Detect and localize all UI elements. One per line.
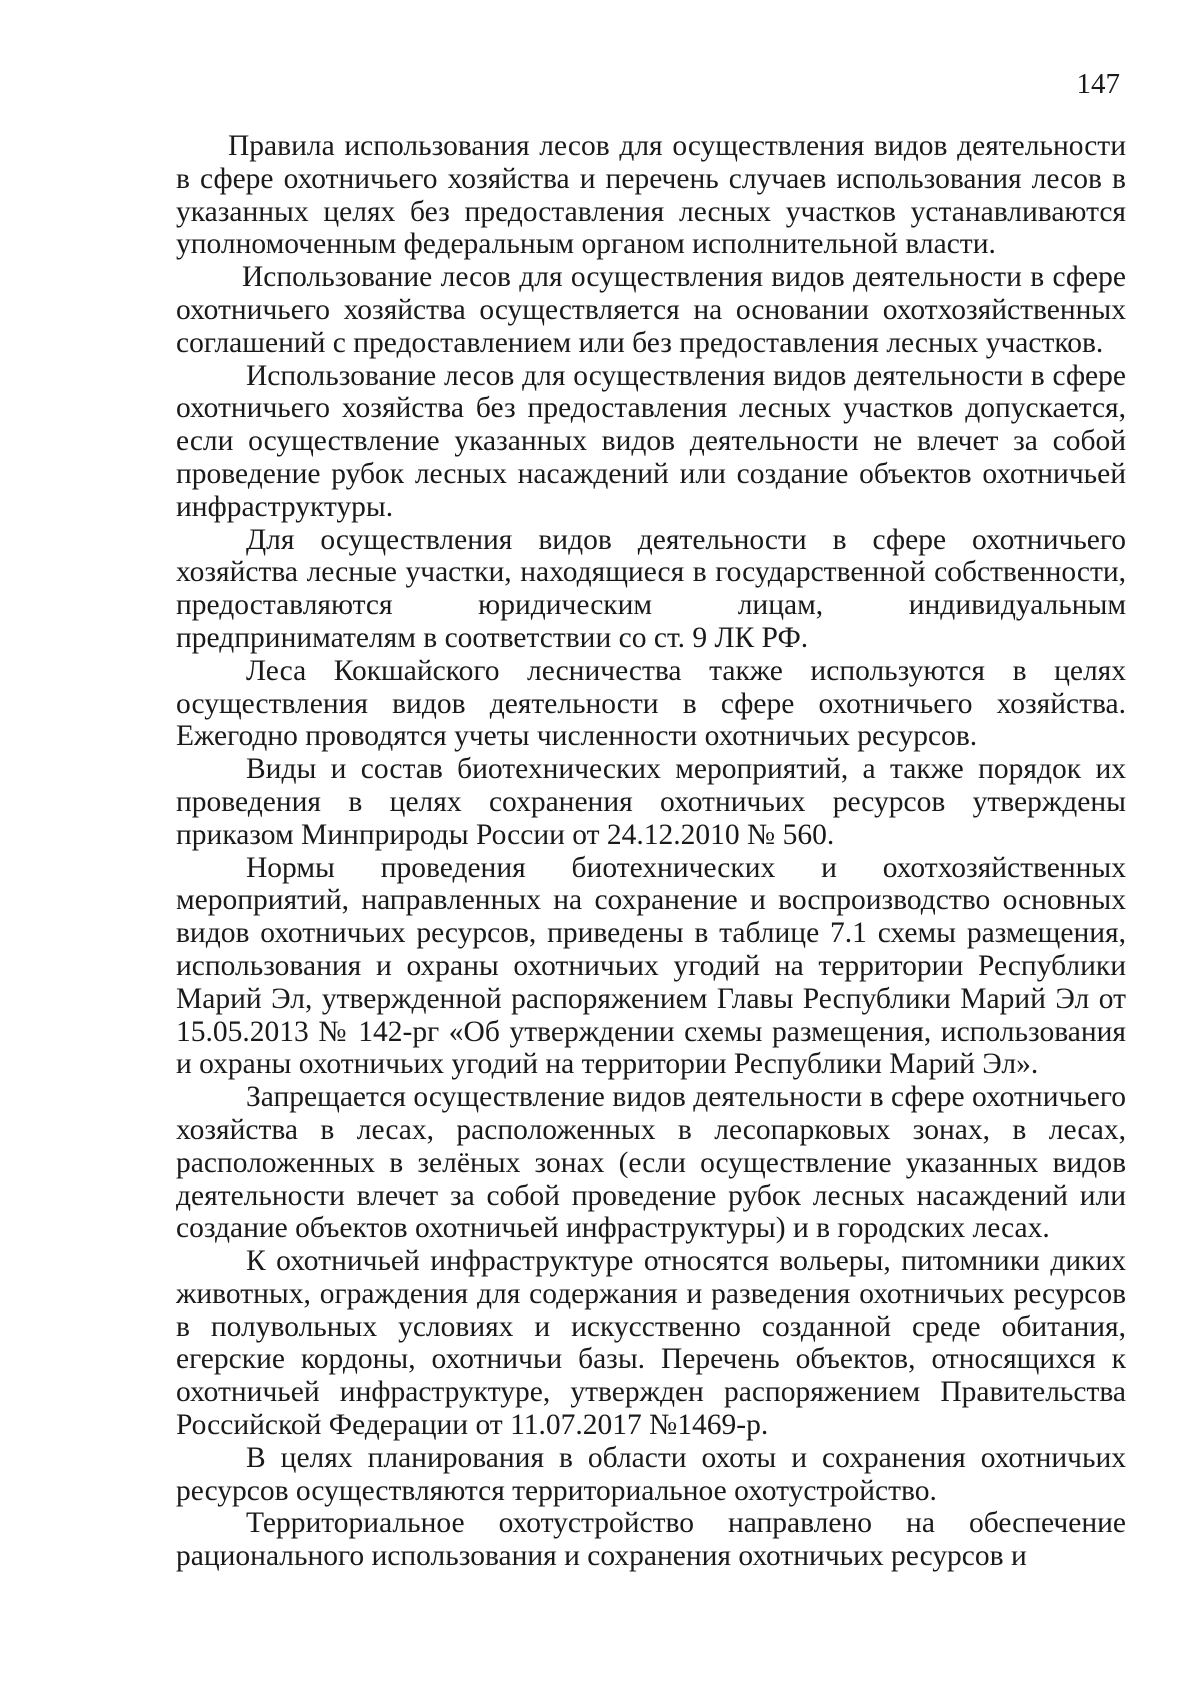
paragraph: Нормы проведения биотехнических и охотхозяйственных мероприятий, направленных на сохранение и воспроизводство основных видов охотничьих ресурсов, приведены в таблице 7.1 схемы размещения, использования и охраны охотничьих угодий на территории Республики Марий Эл, утвержденной распоряжением Главы Республики Марий Эл от 15.05.2013 № 142-рг «Об утверждении схемы размещения, использования и охраны охотничьих угодий на территории Республики Марий Эл». xyxy=(176,851,1126,1081)
document-body xyxy=(176,130,1126,1573)
paragraph: Правила использования лесов для осуществления видов деятельности в сфере охотничьего хозяйства и перечень случаев использования лесов в указанных целях без предоставления лесных участков устанавливаются уполномоченным федеральным органом исполнительной власти. xyxy=(176,130,1126,261)
page-number: 147 xyxy=(1076,68,1120,100)
paragraph: Использование лесов для осуществления видов деятельности в сфере охотничьего хозяйства осуществляется на основании охотхозяйственных соглашений с предоставлением или без предоставления лесных участков. xyxy=(176,261,1126,359)
paragraph: Территориальное охотустройство направлено на обеспечение рационального использования и сохранения охотничьих ресурсов и xyxy=(176,1507,1126,1573)
paragraph: К охотничьей инфраструктуре относятся вольеры, питомники диких животных, ограждения для содержания и разведения охотничьих ресурсов в полувольных условиях и искусственно созданной среде обитания, егерские кордоны, охотничьи базы. Перечень объектов, относящихся к охотничьей инфраструктуре, утвержден распоряжением Правительства Российской Федерации от 11.07.2017 №1469-р. xyxy=(176,1245,1126,1442)
paragraph: Использование лесов для осуществления видов деятельности в сфере охотничьего хозяйства без предоставления лесных участков допускается, если осуществление указанных видов деятельности не влечет за собой проведение рубок лесных насаждений или создание объектов охотничьей инфраструктуры. xyxy=(176,359,1126,523)
paragraph: Виды и состав биотехнических мероприятий, а также порядок их проведения в целях сохранения охотничьих ресурсов утверждены приказом Минприроды России от 24.12.2010 № 560. xyxy=(176,753,1126,851)
paragraph: Запрещается осуществление видов деятельности в сфере охотничьего хозяйства в лесах, расположенных в лесопарковых зонах, в лесах, расположенных в зелёных зонах (если осуществление указанных видов деятельности влечет за собой проведение рубок лесных насаждений или создание объектов охотничьей инфраструктуры) и в городских лесах. xyxy=(176,1081,1126,1245)
paragraph: Леса Кокшайского лесничества также используются в целях осуществления видов деятельности в сфере охотничьего хозяйства. Ежегодно проводятся учеты численности охотничьих ресурсов. xyxy=(176,654,1126,753)
paragraph: В целях планирования в области охоты и сохранения охотничьих ресурсов осуществляются территориальное охотустройство. xyxy=(176,1441,1126,1507)
paragraph: Для осуществления видов деятельности в сфере охотничьего хозяйства лесные участки, находящиеся в государственной собственности, предоставляются юридическим лицам, индивидуальным предпринимателям в соответствии со ст. 9 ЛК РФ. xyxy=(176,523,1126,654)
